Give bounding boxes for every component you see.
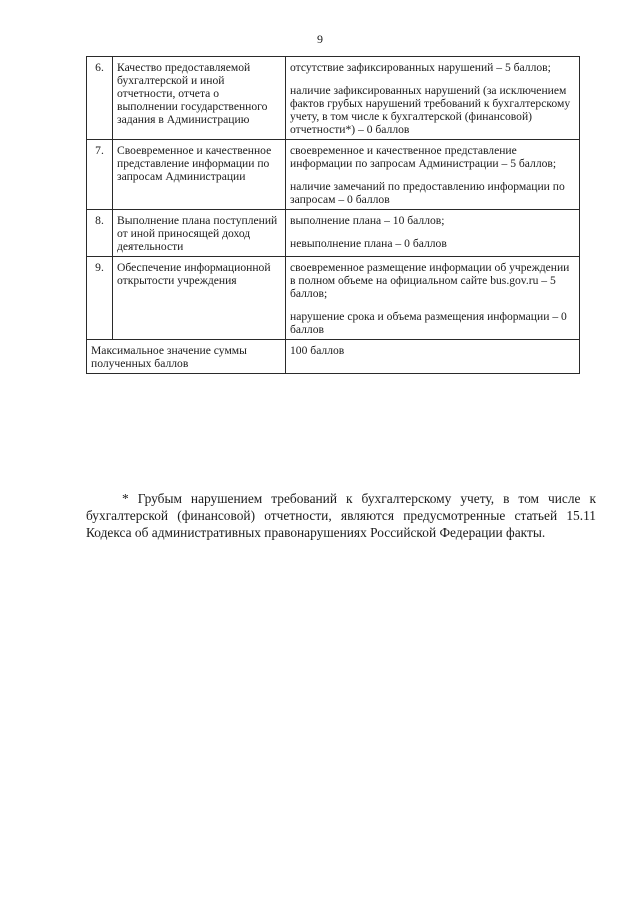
score-item: наличие зафиксированных нарушений (за исключением фактов грубых нарушений требований к бухгалтерскому учету, в том числе к бухгалтерской (финансовой) отчетности*) – 0 баллов	[290, 84, 571, 136]
table-row	[87, 140, 580, 210]
total-label: Максимальное значение суммы полученных баллов	[87, 340, 286, 374]
score-item: нарушение срока и объема размещения информации – 0 баллов	[290, 310, 567, 336]
row-number: 7.	[87, 140, 113, 210]
row-number: 8.	[87, 210, 113, 257]
criterion-cell: Своевременное и качественное представление информации по запросам Администрации	[113, 140, 286, 210]
scores-cell	[286, 210, 580, 257]
criterion-cell: Качество предоставляемой бухгалтерской и иной отчетности, отчета о выполнении государственного задания в Администрацию	[113, 57, 286, 140]
score-item: своевременное и качественное представление информации по запросам Администрации – 5 баллов;	[290, 144, 557, 170]
footnote: * Грубым нарушением требований к бухгалтерскому учету, в том числе к бухгалтерской (финансовой) отчетности, являются предусмотренные статьей 15.11 Кодекса об административных правонарушениях Российской Федерации факты.	[86, 491, 596, 540]
criteria-table	[86, 56, 580, 374]
score-item: отсутствие зафиксированных нарушений – 5 баллов;	[290, 61, 551, 74]
table-row	[87, 210, 580, 257]
scores-cell	[286, 57, 580, 140]
score-item: наличие замечаний по предоставлению информации по запросам – 0 баллов	[290, 180, 565, 206]
table-row	[87, 257, 580, 340]
score-item: невыполнение плана – 0 баллов	[290, 237, 447, 250]
row-number: 9.	[87, 257, 113, 340]
scores-cell	[286, 140, 580, 210]
scores-cell	[286, 257, 580, 340]
score-item: своевременное размещение информации об учреждении в полном объеме на официальном сайте bus.gov.ru – 5 баллов;	[290, 261, 570, 300]
total-value: 100 баллов	[286, 340, 580, 374]
page-number: 9	[317, 32, 323, 46]
row-number: 6.	[87, 57, 113, 140]
score-item: выполнение плана – 10 баллов;	[290, 214, 445, 227]
criterion-cell: Обеспечение информационной открытости учреждения	[113, 257, 286, 340]
table-row	[87, 57, 580, 140]
criterion-cell: Выполнение плана поступлений от иной приносящей доход деятельности	[113, 210, 286, 257]
total-row	[87, 340, 580, 374]
